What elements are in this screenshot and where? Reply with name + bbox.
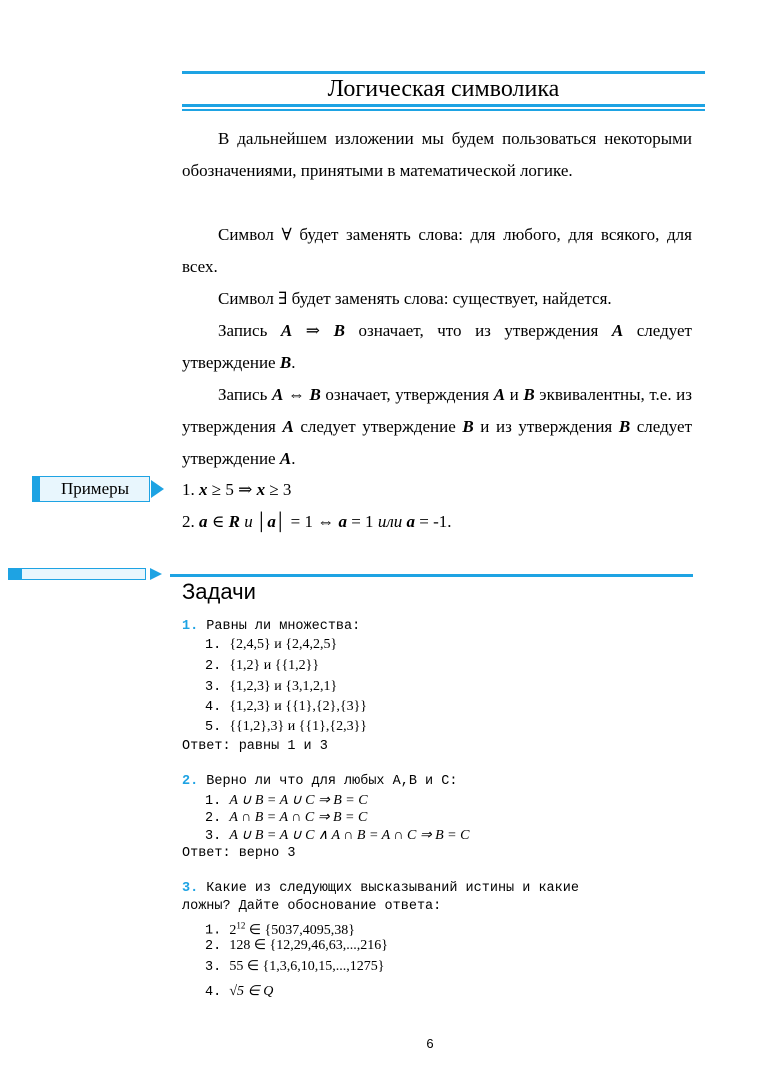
- examples-tab-accent: [32, 476, 40, 502]
- implication-paragraph: Запись A ⇒ B означает, что из утверждения A следует утверждение B.: [182, 321, 692, 372]
- task-1-answer: Ответ: равны 1 и 3: [182, 739, 328, 754]
- tasks-marker: [8, 568, 146, 580]
- task-1-item: 2. {1,2} и {{1,2}}: [205, 658, 320, 674]
- forall-paragraph: Символ ∀ будет заменять слова: для любого, для всякого, для всех.: [182, 225, 692, 276]
- task-1-item: 1. {2,4,5} и {2,4,2,5}: [205, 637, 338, 653]
- task-2-item: 2. A ∩ B = A ∩ C ⇒ B = C: [205, 810, 368, 826]
- intro-paragraph: В дальнейшем изложении мы будем пользоваться некоторыми обозначениями, принятыми в математической логике.: [182, 129, 692, 180]
- task-1-item: 4. {1,2,3} и {{1},{2},{3}}: [205, 699, 368, 715]
- tasks-rule: [170, 574, 693, 577]
- task-2-item: 3. A ∪ B = A ∪ C ∧ A ∩ B = A ∩ C ⇒ B = C: [205, 828, 470, 844]
- examples-arrow-icon: [151, 480, 164, 498]
- exists-symbol: ∃: [278, 289, 288, 308]
- tasks-title: Задачи: [182, 579, 256, 604]
- exists-paragraph: Символ ∃ будет заменять слова: существует, найдется.: [218, 289, 612, 308]
- forall-symbol: ∀: [281, 225, 292, 244]
- tasks-arrow-icon: [150, 568, 162, 580]
- task-3-item: 2. 128 ∈ {12,29,46,63,...,216}: [205, 938, 388, 954]
- task-1-item: 5. {{1,2},3} и {{1},{2,3}}: [205, 719, 368, 735]
- page-number: 6: [426, 1036, 434, 1051]
- equivalence-paragraph: Запись A ⇔ B означает, утверждения A и B эквивалентны, т.е. из утверждения A следует утверждение B и из утверждения B следует утверждение A.: [182, 385, 693, 468]
- task-2-item: 1. A ∪ B = A ∪ C ⇒ B = C: [205, 793, 368, 809]
- page-title: Логическая символика: [327, 76, 560, 102]
- task-1-question: 1. Равны ли множества:: [182, 619, 361, 634]
- task-1-item: 3. {1,2,3} и {3,1,2,1}: [205, 679, 338, 695]
- example-2: 2. a ∈ R и │a│ = 1 ⇔ a = 1 или a = -1.: [182, 512, 452, 531]
- task-3-item: 4. √5 ∈ Q: [205, 984, 274, 1000]
- task-2-question: 2. Верно ли что для любых A,B и C:: [182, 774, 458, 789]
- task-3-question: 3. Какие из следующих высказываний истины и какие ложны? Дайте обоснование ответа:: [182, 881, 579, 914]
- title-bottom-rule-thin: [182, 109, 705, 111]
- tasks-marker-accent: [8, 568, 22, 580]
- task-3-item: 3. 55 ∈ {1,3,6,10,15,...,1275}: [205, 959, 385, 975]
- task-2-answer: Ответ: верно 3: [182, 846, 296, 861]
- example-1: 1. x ≥ 5 ⇒ x ≥ 3: [182, 480, 292, 499]
- examples-label: Примеры: [60, 479, 130, 498]
- title-bottom-rule: [182, 104, 705, 107]
- task-3-item: 1. $2^{12}$ ∈ {5037,4095,38}: [205, 920, 355, 939]
